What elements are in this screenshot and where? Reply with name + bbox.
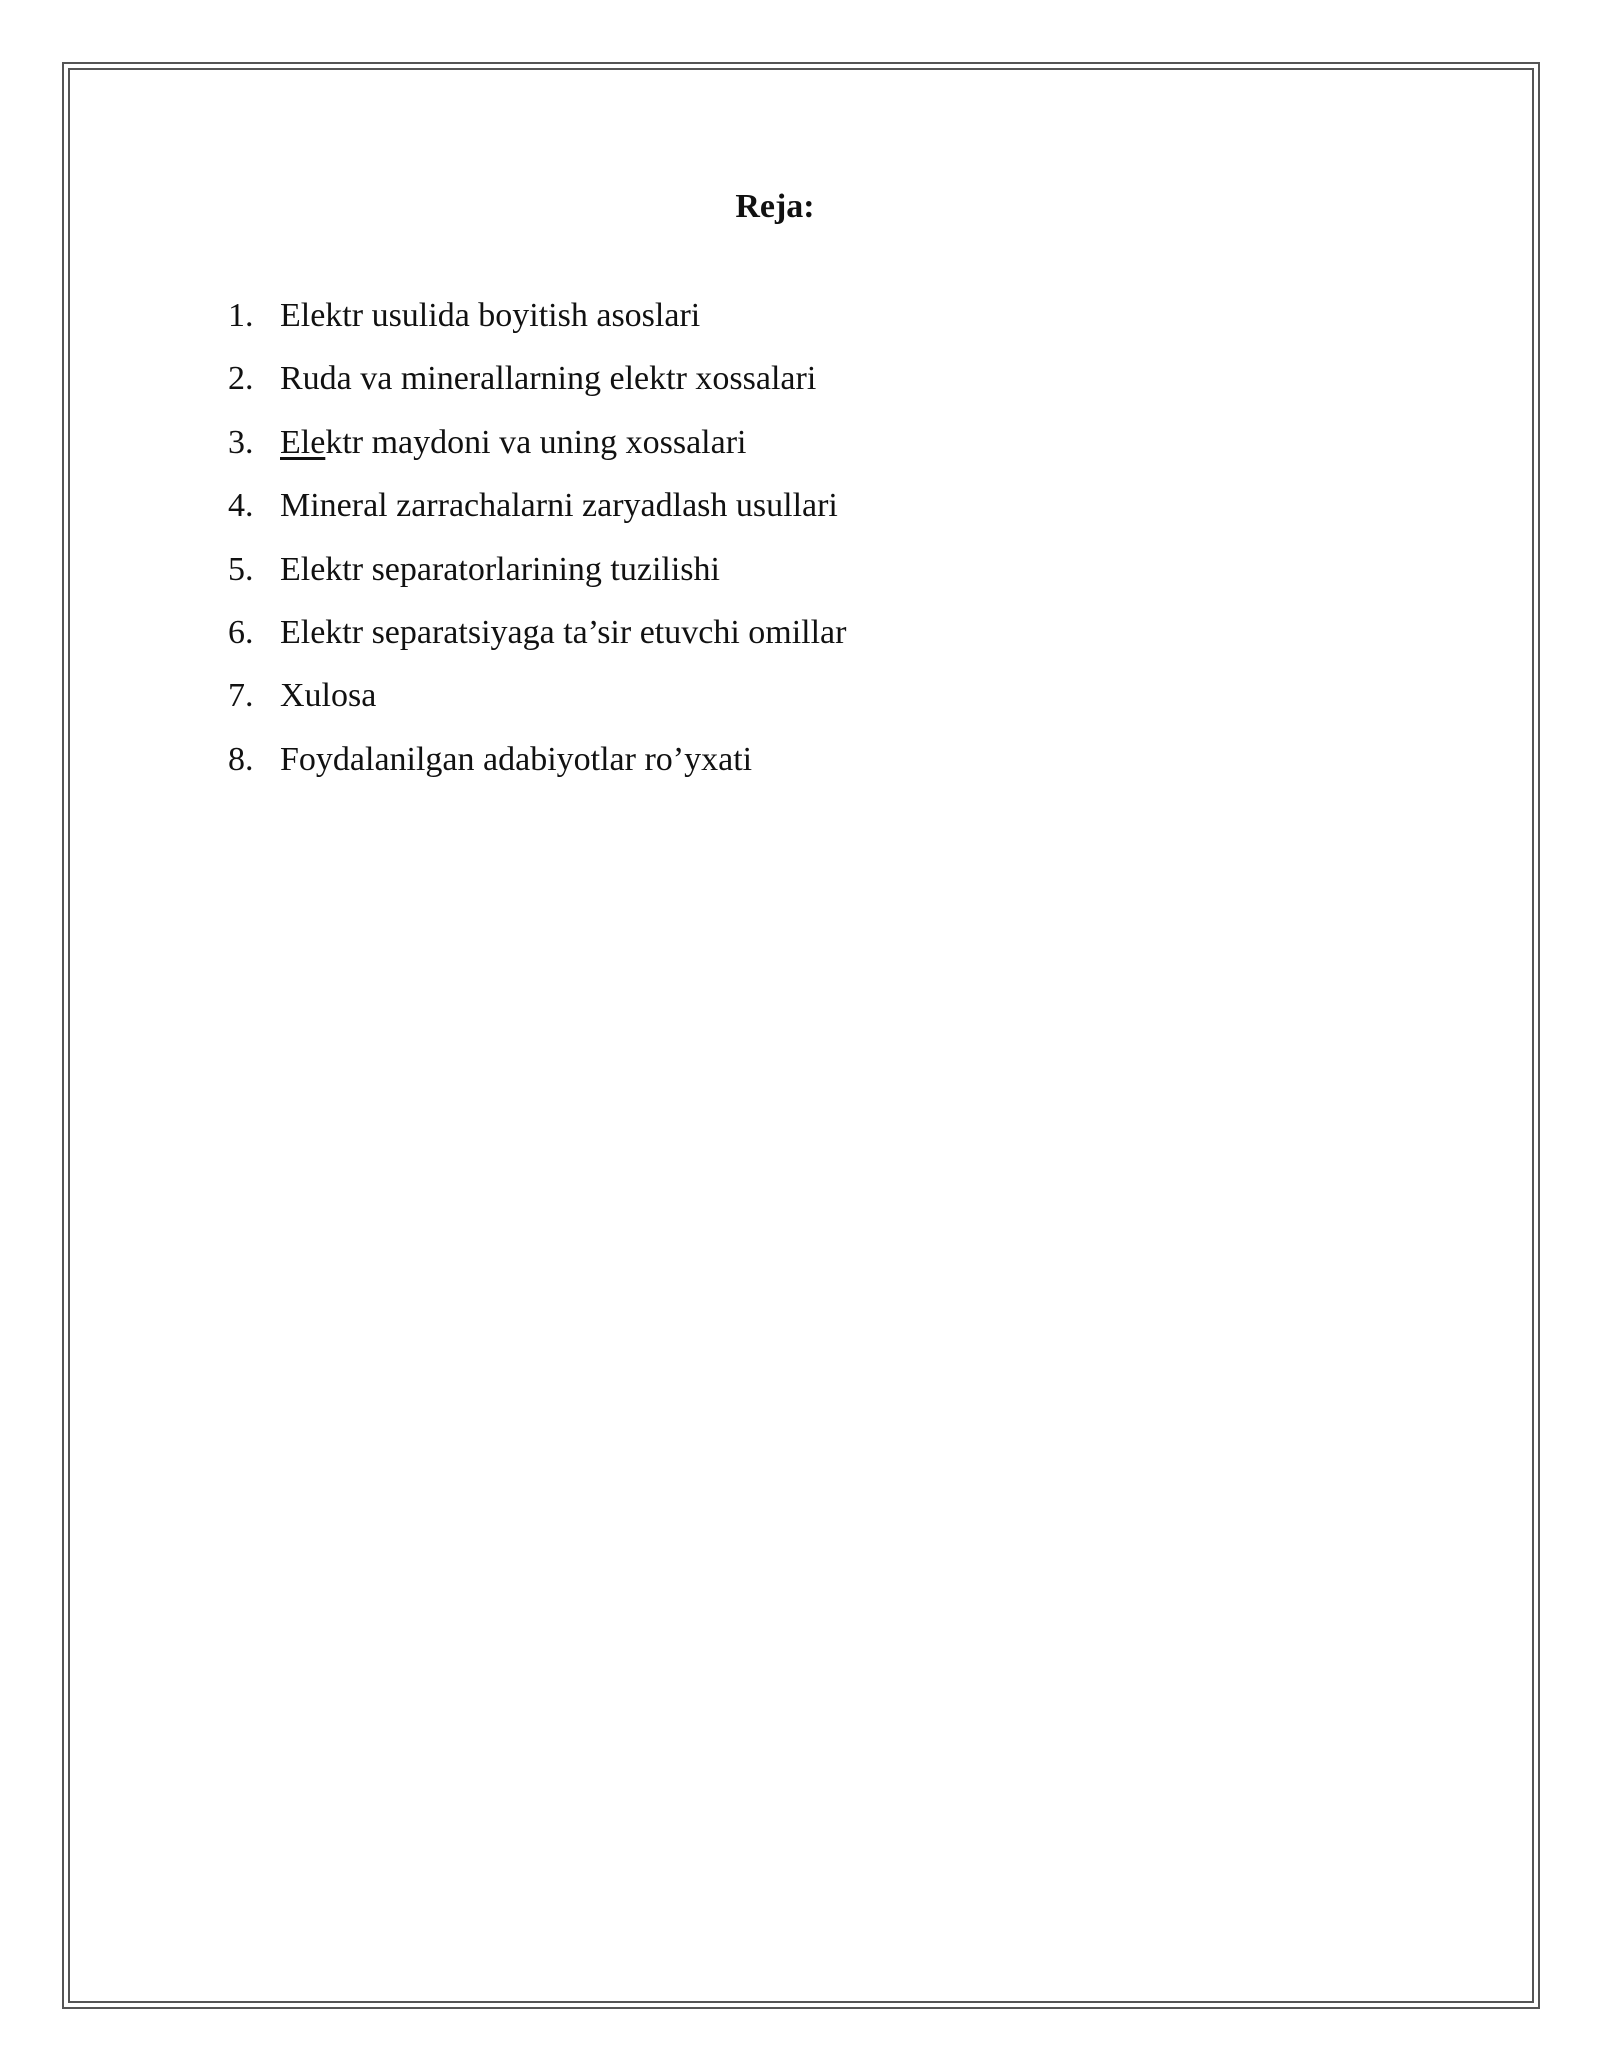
list-item-text: Elektr separatorlarining tuzilishi [280,550,720,588]
list-item-text: Mineral zarrachalarni zaryadlash usullari [280,487,838,525]
list-item-text: Xulosa [280,677,377,715]
list-item [228,550,846,613]
list-item [228,613,846,676]
list-item-number: 3. [228,423,254,461]
list-item-number: 6. [228,613,254,651]
list-item [228,296,846,359]
underlined-text: Ele [280,423,326,461]
list-item-number: 4. [228,487,254,525]
list-item-number: 8. [228,740,254,778]
list-item-text: Elektr separatsiyaga ta’sir etuvchi omillar [280,613,847,651]
list-item-number: 7. [228,677,254,715]
list-item [228,676,846,739]
list-item-number: 5. [228,550,254,588]
list-item-number: 2. [228,360,254,398]
plan-list [228,296,846,803]
list-item [228,423,846,486]
list-item-number: 1. [228,297,254,334]
list-item-text-rest: ktr maydoni va uning xossalari [325,423,747,461]
list-item [228,486,846,549]
page-title: Reja: [735,188,815,225]
list-item [228,359,846,422]
list-item [228,740,846,803]
list-item-text: Foydalanilgan adabiyotlar ro’yxati [280,740,753,778]
list-item-text: Elektr usulida boyitish asoslari [280,297,701,334]
list-item-text: Ruda va minerallarning elektr xossalari [280,360,817,398]
list-item-text [280,423,746,463]
